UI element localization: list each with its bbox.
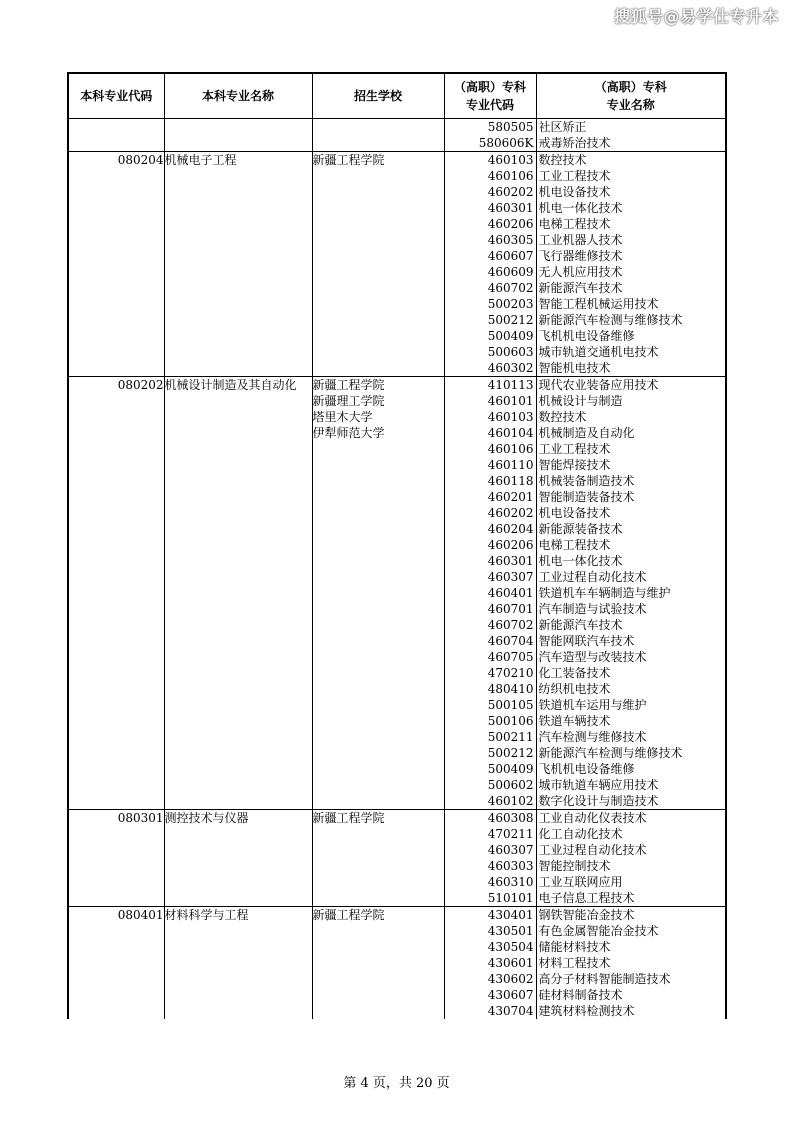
- vocational-name: 纺织机电技术: [538, 682, 611, 696]
- vocational-name: 工业过程自动化技术: [538, 570, 647, 584]
- vocational-code: 410113: [487, 378, 534, 392]
- undergrad-code-cell: [68, 810, 164, 907]
- vocational-name: 机电设备技术: [538, 185, 611, 199]
- undergrad-name: 材料科学与工程: [164, 908, 249, 922]
- table-row: [68, 907, 726, 1020]
- vocational-code: 460303: [487, 859, 534, 873]
- vocational-code: 470210: [487, 666, 534, 680]
- header-vocational-name: （高职）专科 专业名称: [536, 73, 726, 119]
- vocational-name-cell: [536, 119, 726, 152]
- vocational-code: 460609: [487, 265, 534, 279]
- vocational-name: 建筑材料检测技术: [538, 1004, 635, 1018]
- vocational-code: 460118: [487, 474, 534, 488]
- vocational-code: 460310: [487, 875, 534, 889]
- undergrad-code: 080401: [117, 908, 164, 922]
- vocational-code: 430704: [487, 1004, 534, 1018]
- table-row: [68, 152, 726, 377]
- vocational-name: 新能源装备技术: [538, 522, 623, 536]
- vocational-code: 460104: [487, 426, 534, 440]
- vocational-name-cell: [536, 907, 726, 1020]
- undergrad-name-cell: [164, 907, 312, 1020]
- vocational-code: 500603: [487, 345, 534, 359]
- school-name: 新疆工程学院: [312, 811, 385, 825]
- header-undergrad-code: 本科专业代码: [68, 73, 164, 119]
- vocational-name: 新能源汽车检测与维修技术: [538, 313, 683, 327]
- vocational-name: 硅材料制备技术: [538, 988, 623, 1002]
- vocational-name: 智能控制技术: [538, 859, 611, 873]
- vocational-name: 化工装备技术: [538, 666, 611, 680]
- vocational-name: 社区矫正: [538, 120, 587, 134]
- vocational-name: 工业互联网应用: [538, 875, 623, 889]
- vocational-name: 汽车检测与维修技术: [538, 730, 647, 744]
- undergrad-code: 080301: [117, 811, 164, 825]
- vocational-code-cell: [444, 810, 536, 907]
- undergrad-code: [69, 119, 164, 135]
- vocational-code: 500409: [487, 329, 534, 343]
- vocational-name: 智能制造装备技术: [538, 490, 635, 504]
- vocational-code: 460307: [487, 843, 534, 857]
- vocational-name: 铁道车辆技术: [538, 714, 611, 728]
- page-footer: 第 4 页，共 20 页: [343, 1076, 450, 1091]
- header-vocational-code: （高职）专科 专业代码: [444, 73, 536, 119]
- vocational-name: 数控技术: [538, 410, 587, 424]
- undergrad-name-cell: [164, 119, 312, 152]
- vocational-name: 工业工程技术: [538, 169, 611, 183]
- school-cell: [312, 119, 444, 152]
- vocational-code: 460206: [487, 538, 534, 552]
- vocational-name: 戒毒矫治技术: [538, 136, 611, 150]
- vocational-code: 500409: [487, 762, 534, 776]
- vocational-code: 460206: [487, 217, 534, 231]
- table-row: [68, 119, 726, 152]
- table-row: [68, 810, 726, 907]
- vocational-code: 500203: [487, 297, 534, 311]
- vocational-code: 460607: [487, 249, 534, 263]
- vocational-name: 智能机电技术: [538, 361, 611, 375]
- school-name: 新疆工程学院: [312, 908, 385, 922]
- school-cell: [312, 810, 444, 907]
- undergrad-name-cell: [164, 377, 312, 810]
- vocational-name: 铁道机车车辆制造与维护: [538, 586, 671, 600]
- majors-table: [67, 72, 727, 1019]
- vocational-name: 机械制造及自动化: [538, 426, 635, 440]
- vocational-name: 工业自动化仪表技术: [538, 811, 647, 825]
- vocational-name: 有色金属智能冶金技术: [538, 924, 659, 938]
- undergrad-code-cell: [68, 119, 164, 152]
- vocational-name: 智能网联汽车技术: [538, 634, 635, 648]
- vocational-code: 430602: [487, 972, 534, 986]
- vocational-code: 500212: [487, 313, 534, 327]
- undergrad-code-cell: [68, 907, 164, 1020]
- vocational-code: 460704: [487, 634, 534, 648]
- header-school: 招生学校: [312, 73, 444, 119]
- vocational-code: 460202: [487, 185, 534, 199]
- vocational-code: 460302: [487, 361, 534, 375]
- vocational-name: 机电一体化技术: [538, 201, 623, 215]
- vocational-code-cell: [444, 152, 536, 377]
- vocational-name: 飞机机电设备维修: [538, 329, 635, 343]
- vocational-code: 460301: [487, 554, 534, 568]
- header-undergrad-name: 本科专业名称: [164, 73, 312, 119]
- header-row: [68, 73, 726, 119]
- vocational-name: 铁道机车运用与维护: [538, 698, 647, 712]
- school-name: 塔里木大学: [312, 410, 373, 424]
- vocational-code: 430504: [487, 940, 534, 954]
- vocational-code: 430401: [487, 908, 534, 922]
- vocational-name: 新能源汽车检测与维修技术: [538, 746, 683, 760]
- vocational-code: 430601: [487, 956, 534, 970]
- vocational-code: 460106: [487, 442, 534, 456]
- undergrad-code-cell: [68, 377, 164, 810]
- vocational-code: 500212: [487, 746, 534, 760]
- vocational-name: 汽车造型与改装技术: [538, 650, 647, 664]
- vocational-name: 飞行器维修技术: [538, 249, 623, 263]
- vocational-name: 工业过程自动化技术: [538, 843, 647, 857]
- undergrad-code-cell: [68, 152, 164, 377]
- vocational-code: 580606K: [478, 136, 534, 150]
- vocational-name: 无人机应用技术: [538, 265, 623, 279]
- vocational-code: 460305: [487, 233, 534, 247]
- vocational-code: 470211: [487, 827, 534, 841]
- vocational-code-cell: [444, 377, 536, 810]
- undergrad-name-cell: [164, 810, 312, 907]
- vocational-code-cell: [444, 119, 536, 152]
- vocational-code: 460103: [487, 410, 534, 424]
- vocational-name: 城市轨道车辆应用技术: [538, 778, 659, 792]
- undergrad-code: 080204: [117, 153, 164, 167]
- vocational-name: 储能材料技术: [538, 940, 611, 954]
- vocational-code: 460702: [487, 281, 534, 295]
- vocational-code: 500105: [487, 698, 534, 712]
- vocational-name: 材料工程技术: [538, 956, 611, 970]
- vocational-name-cell: [536, 810, 726, 907]
- vocational-code: 460102: [487, 794, 534, 808]
- vocational-code: 460401: [487, 586, 534, 600]
- vocational-code: 460701: [487, 602, 534, 616]
- vocational-code: 510101: [487, 891, 534, 905]
- undergrad-code: 080202: [117, 378, 164, 392]
- vocational-name: 现代农业装备应用技术: [538, 378, 659, 392]
- undergrad-name: 测控技术与仪器: [164, 811, 249, 825]
- vocational-name: 高分子材料智能制造技术: [538, 972, 671, 986]
- vocational-name: 电梯工程技术: [538, 538, 611, 552]
- vocational-name-cell: [536, 377, 726, 810]
- vocational-code: 460301: [487, 201, 534, 215]
- vocational-code-cell: [444, 907, 536, 1020]
- school-name: 新疆工程学院: [312, 378, 385, 392]
- vocational-code: 500106: [487, 714, 534, 728]
- vocational-code: 460201: [487, 490, 534, 504]
- watermark: 搜狐号@易学仕专升本: [613, 7, 779, 26]
- vocational-code: 460103: [487, 153, 534, 167]
- school-cell: [312, 377, 444, 810]
- school-name: 新疆理工学院: [312, 394, 385, 408]
- vocational-code: 500211: [487, 730, 534, 744]
- vocational-code: 460307: [487, 570, 534, 584]
- vocational-name: 化工自动化技术: [538, 827, 623, 841]
- undergrad-name-cell: [164, 152, 312, 377]
- undergrad-name: 机械设计制造及其自动化: [164, 378, 297, 392]
- vocational-code: 430501: [487, 924, 534, 938]
- vocational-name-cell: [536, 152, 726, 377]
- vocational-name: 城市轨道交通机电技术: [538, 345, 659, 359]
- school-name: 伊犁师范大学: [312, 426, 385, 440]
- vocational-code: 480410: [487, 682, 534, 696]
- vocational-code: 580505: [487, 120, 534, 134]
- vocational-code: 460702: [487, 618, 534, 632]
- vocational-name: 工业机器人技术: [538, 233, 623, 247]
- vocational-name: 机械装备制造技术: [538, 474, 635, 488]
- vocational-name: 数控技术: [538, 153, 587, 167]
- vocational-code: 460106: [487, 169, 534, 183]
- vocational-code: 460110: [487, 458, 534, 472]
- vocational-code: 460308: [487, 811, 534, 825]
- vocational-code: 460101: [487, 394, 534, 408]
- vocational-name: 钢铁智能冶金技术: [538, 908, 635, 922]
- vocational-name: 智能工程机械运用技术: [538, 297, 659, 311]
- undergrad-name: [165, 119, 312, 135]
- vocational-name: 数字化设计与制造技术: [538, 794, 659, 808]
- school-name: 新疆工程学院: [312, 153, 385, 167]
- undergrad-name: 机械电子工程: [164, 153, 237, 167]
- vocational-name: 汽车制造与试验技术: [538, 602, 647, 616]
- vocational-name: 机械设计与制造: [538, 394, 623, 408]
- vocational-name: 新能源汽车技术: [538, 618, 623, 632]
- vocational-name: 飞机机电设备维修: [538, 762, 635, 776]
- vocational-name: 智能焊接技术: [538, 458, 611, 472]
- vocational-name: 机电一体化技术: [538, 554, 623, 568]
- school-cell: [312, 152, 444, 377]
- vocational-name: 电梯工程技术: [538, 217, 611, 231]
- vocational-code: 500602: [487, 778, 534, 792]
- vocational-code: 430607: [487, 988, 534, 1002]
- table-row: [68, 377, 726, 810]
- vocational-name: 机电设备技术: [538, 506, 611, 520]
- school-cell: [312, 907, 444, 1020]
- vocational-name: 工业工程技术: [538, 442, 611, 456]
- vocational-code: 460705: [487, 650, 534, 664]
- vocational-name: 电子信息工程技术: [538, 891, 635, 905]
- vocational-code: 460202: [487, 506, 534, 520]
- vocational-name: 新能源汽车技术: [538, 281, 623, 295]
- vocational-code: 460204: [487, 522, 534, 536]
